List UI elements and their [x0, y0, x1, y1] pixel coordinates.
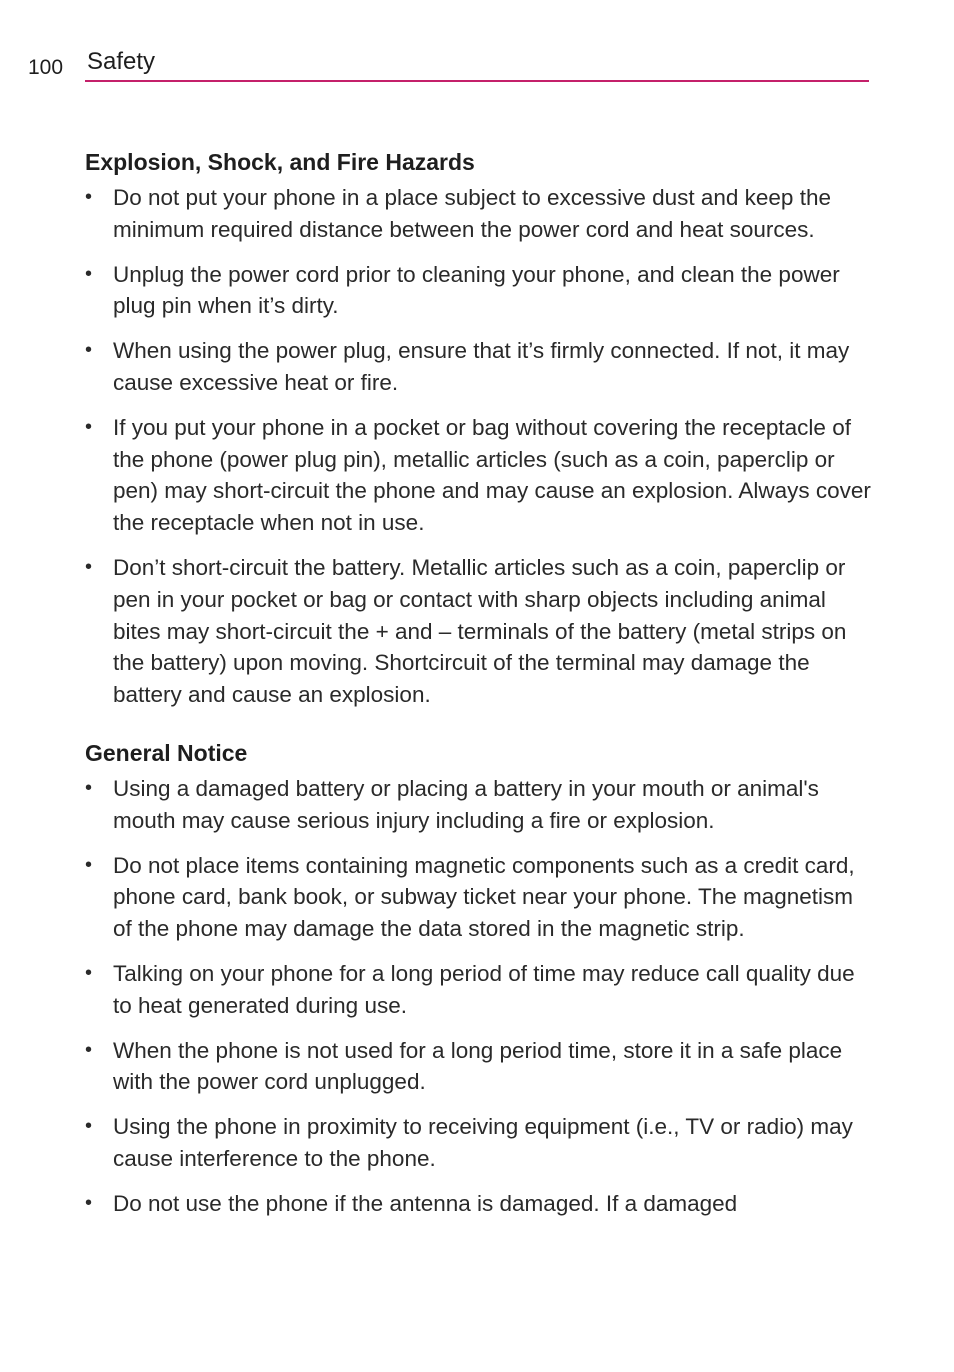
list-item-text: Unplug the power cord prior to cleaning your phone, and clean the power plug pin when it’s dirty.: [113, 261, 840, 319]
section-heading-general-notice: General Notice: [85, 739, 248, 766]
list-item: [85, 1035, 875, 1099]
page-number: 100: [28, 56, 64, 79]
bullet-icon: •: [85, 339, 93, 362]
bullet-icon: •: [85, 1115, 93, 1138]
list-item: [85, 1111, 875, 1175]
list-item: [85, 1188, 875, 1220]
bullet-icon: •: [85, 776, 93, 799]
header-divider: [85, 80, 869, 82]
bullet-icon: •: [85, 555, 93, 578]
bullet-icon: •: [85, 961, 93, 984]
bullet-list-general-notice: [85, 773, 875, 1220]
section-heading-explosion: Explosion, Shock, and Fire Hazards: [85, 149, 475, 175]
list-item: [85, 850, 875, 945]
bullet-list-explosion: [85, 182, 875, 711]
bullet-icon: •: [85, 415, 93, 438]
bullet-icon: •: [85, 853, 93, 876]
page-content: [85, 146, 875, 1220]
list-item-text: Don’t short-circuit the battery. Metallic articles such as a coin, paperclip or pen in your pocket or bag or contact with sharp objects including animal bites may short-circuit the + and – terminals of the battery (metal strips on the battery) upon moving. Shortcircuit of the terminal may damage the battery and cause an explosion.: [113, 554, 847, 708]
list-item: [85, 412, 875, 539]
list-item-text: Using a damaged battery or placing a battery in your mouth or animal's mouth may cause serious injury including a fire or explosion.: [113, 775, 819, 833]
list-item-text: If you put your phone in a pocket or bag without covering the receptacle of the phone (power plug pin), metallic articles (such as a coin, paperclip or pen) may short-circuit the phone and may cause an explosion. Always cover the receptacle when not in use.: [113, 414, 871, 536]
list-item: [85, 958, 875, 1022]
list-item-text: Do not put your phone in a place subject to excessive dust and keep the minimum required distance between the power cord and heat sources.: [113, 185, 831, 242]
bullet-icon: •: [85, 1038, 93, 1061]
list-item: [85, 335, 875, 399]
list-item: [85, 182, 875, 246]
chapter-title: Safety: [87, 48, 156, 75]
list-item: [85, 773, 875, 837]
list-item-text: When using the power plug, ensure that it’s firmly connected. If not, it may cause excessive heat or fire.: [113, 338, 850, 395]
list-item-text: When the phone is not used for a long period time, store it in a safe place with the power cord unplugged.: [113, 1037, 843, 1095]
list-item-text: Do not place items containing magnetic components such as a credit card, phone card, bank book, or subway ticket near your phone. The magnetism of the phone may damage the data stored in the magnetic strip.: [113, 852, 855, 942]
list-item: [85, 259, 875, 323]
list-item-text: Using the phone in proximity to receiving equipment (i.e., TV or radio) may cause interference to the phone.: [113, 1114, 853, 1171]
list-item-text: Do not use the phone if the antenna is damaged. If a damaged: [113, 1190, 738, 1216]
bullet-icon: •: [85, 262, 93, 285]
list-item: [85, 552, 875, 711]
bullet-icon: •: [85, 186, 93, 208]
bullet-icon: •: [85, 1191, 93, 1214]
list-item-text: Talking on your phone for a long period of time may reduce call quality due to heat generated during use.: [113, 960, 855, 1018]
